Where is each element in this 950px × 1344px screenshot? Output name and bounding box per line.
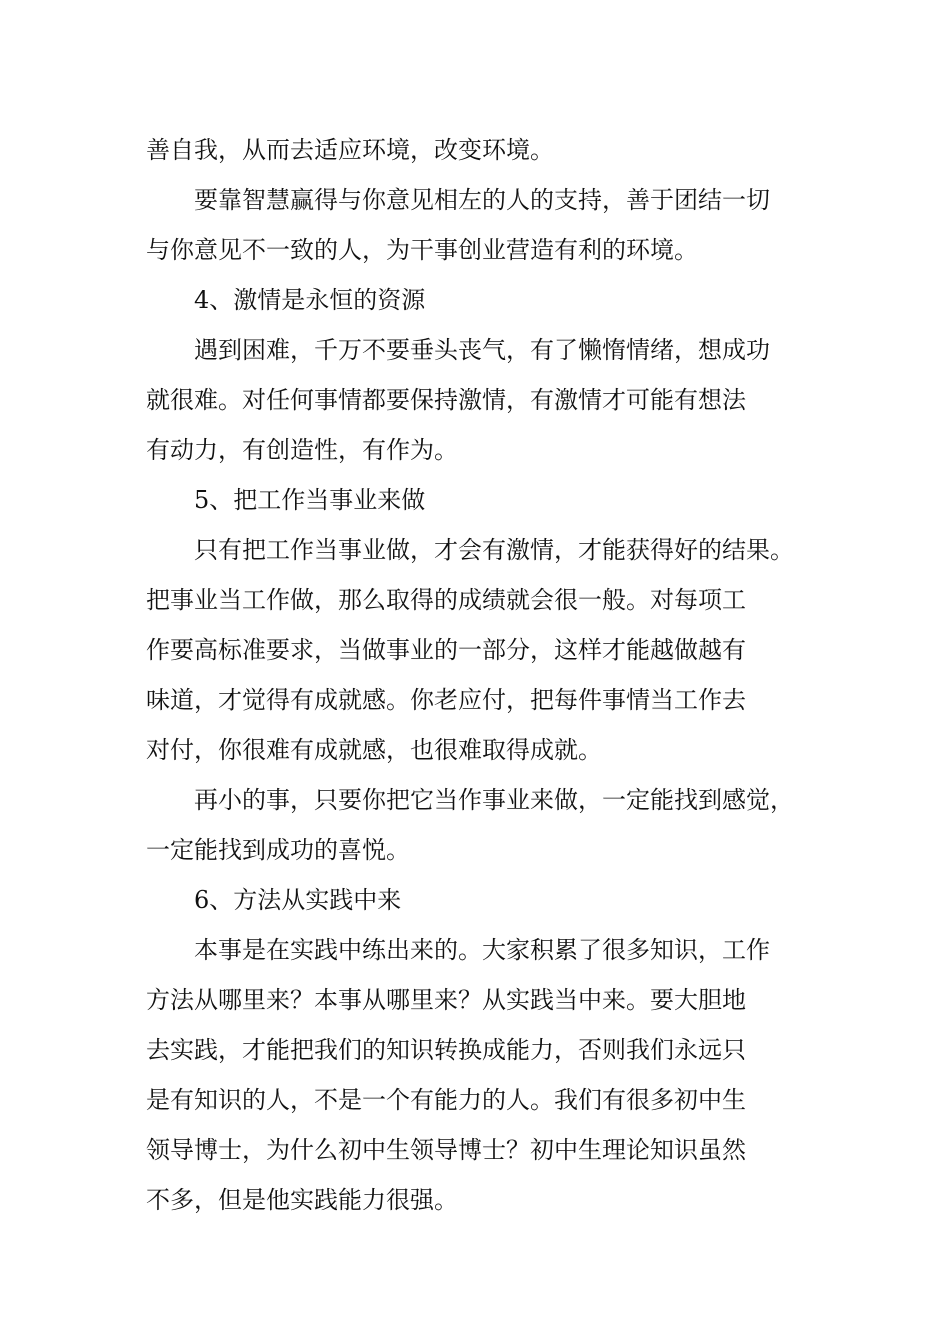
section-heading: 6、方法从实践中来 (194, 886, 402, 914)
text-line: 对付，你很难有成就感，也很难取得成就。 (146, 736, 602, 764)
text-line: 再小的事，只要你把它当作事业来做，一定能找到感觉， (194, 786, 794, 814)
text-line: 味道，才觉得有成就感。你老应付，把每件事情当工作去 (146, 686, 746, 714)
text-line: 本事是在实践中练出来的。大家积累了很多知识，工作 (194, 936, 770, 964)
section-heading: 4、激情是永恒的资源 (194, 286, 426, 314)
text-line: 有动力，有创造性，有作为。 (146, 436, 458, 464)
text-line: 是有知识的人，不是一个有能力的人。我们有很多初中生 (146, 1086, 746, 1114)
text-line: 作要高标准要求，当做事业的一部分，这样才能越做越有 (146, 636, 746, 664)
text-line: 方法从哪里来？本事从哪里来？从实践当中来。要大胆地 (146, 986, 746, 1014)
section-heading: 5、把工作当事业来做 (194, 486, 426, 514)
text-line: 就很难。对任何事情都要保持激情，有激情才可能有想法 (146, 386, 746, 414)
text-line: 只有把工作当事业做，才会有激情，才能获得好的结果。 (194, 536, 794, 564)
text-line: 一定能找到成功的喜悦。 (146, 836, 410, 864)
text-line: 与你意见不一致的人，为干事创业营造有利的环境。 (146, 236, 698, 264)
text-line: 善自我，从而去适应环境，改变环境。 (146, 136, 554, 164)
text-line: 领导博士，为什么初中生领导博士？初中生理论知识虽然 (146, 1136, 746, 1164)
text-line: 把事业当工作做，那么取得的成绩就会很一般。对每项工 (146, 586, 746, 614)
text-line: 去实践，才能把我们的知识转换成能力，否则我们永远只 (146, 1036, 746, 1064)
text-line: 不多，但是他实践能力很强。 (146, 1186, 458, 1214)
text-line: 要靠智慧赢得与你意见相左的人的支持，善于团结一切 (194, 186, 770, 214)
text-line: 遇到困难，千万不要垂头丧气，有了懒惰情绪，想成功 (194, 336, 770, 364)
